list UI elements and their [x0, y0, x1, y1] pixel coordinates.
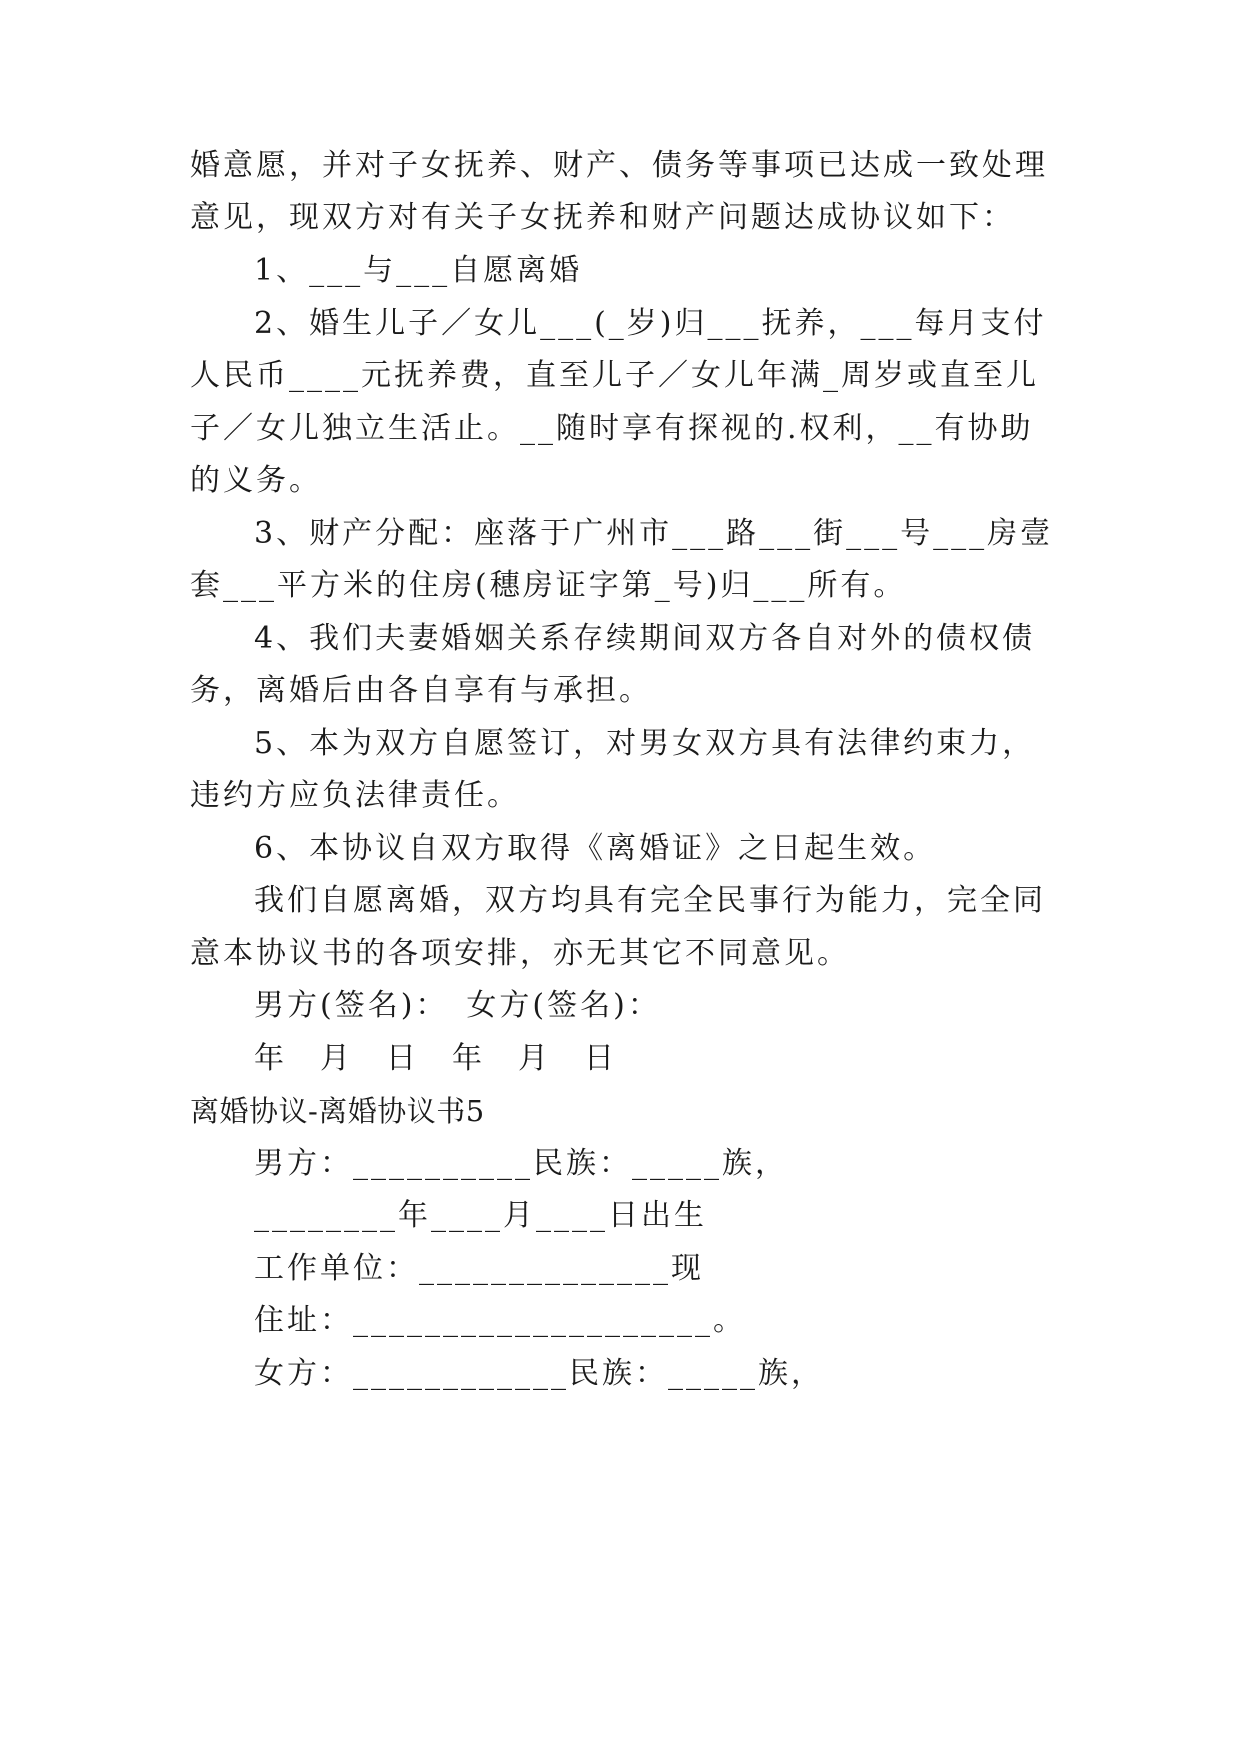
statement-line-1: 我们自愿离婚，双方均具有完全民事行为能力，完全同	[254, 883, 1046, 918]
clause-1: 1、___与___自愿离婚	[254, 253, 583, 288]
clause-6: 6、本协议自双方取得《离婚证》之日起生效。	[254, 831, 937, 866]
clause-2-line-2: 人民币____元抚养费，直至儿子／女儿年满_周岁或直至儿	[190, 358, 1039, 393]
statement-line-2: 意本协议书的各项安排，亦无其它不同意见。	[190, 936, 850, 971]
paragraph-intro-line-2: 意见，现双方对有关子女抚养和财产问题达成协议如下：	[190, 200, 1015, 235]
paragraph-intro-line-1: 婚意愿，并对子女抚养、财产、债务等事项已达成一致处理	[190, 148, 1048, 183]
clause-4-line-2: 务，离婚后由各自享有与承担。	[190, 673, 652, 708]
clause-5-line-1: 5、本为双方自愿签订，对男女双方具有法律约束力，	[254, 726, 1036, 761]
male-address-line: 住址：____________________。	[254, 1303, 746, 1338]
clause-2-line-3: 子／女儿独立生活止。__随时享有探视的.权利，__有协助	[190, 411, 1034, 446]
clause-3-line-2: 套___平方米的住房(穗房证字第_号)归___所有。	[190, 568, 907, 603]
clause-2-line-1: 2、婚生儿子／女儿___(_岁)归___抚养，___每月支付	[254, 306, 1047, 341]
male-workplace-line: 工作单位：______________现	[254, 1251, 704, 1286]
clause-3-line-1: 3、财产分配：座落于广州市___路___街___号___房壹	[254, 516, 1054, 551]
clause-4-line-1: 4、我们夫妻婚姻关系存续期间双方各自对外的债权债	[254, 621, 1036, 656]
signature-line: 男方(签名)： 女方(签名)：	[254, 988, 661, 1023]
male-party-line: 男方：__________民族：_____族，	[254, 1146, 788, 1181]
clause-5-line-2: 违约方应负法律责任。	[190, 778, 520, 813]
section-heading: 离婚协议-离婚协议书5	[190, 1094, 485, 1128]
female-party-line: 女方：____________民族：_____族，	[254, 1356, 824, 1391]
clause-2-line-4: 的义务。	[190, 463, 322, 498]
date-line: 年 月 日 年 月 日	[254, 1041, 617, 1076]
male-birthdate-line: ________年____月____日出生	[254, 1198, 707, 1233]
